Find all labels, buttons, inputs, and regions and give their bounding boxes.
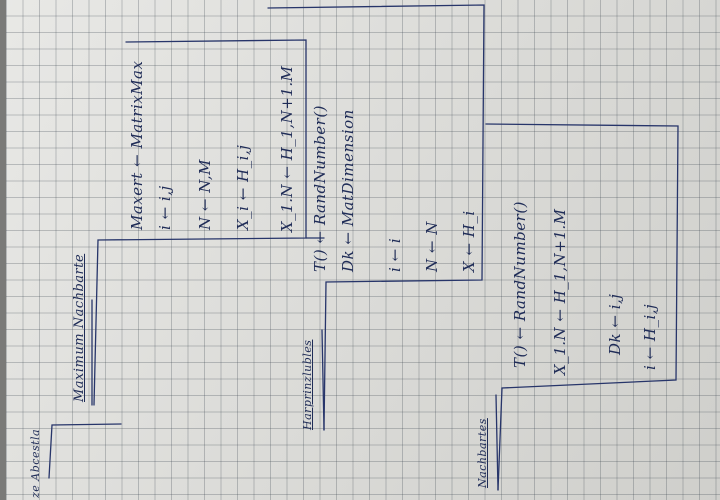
- column2-line-4: N ← N: [423, 221, 441, 272]
- title-underline-3: [496, 395, 498, 490]
- column1-line-3: N ← N,M: [196, 158, 214, 230]
- column3-line-3: Dk ← i,j: [606, 293, 624, 355]
- column3-title: Nachbartes: [476, 418, 489, 488]
- left-edge-label: ze Abcestla: [29, 428, 42, 498]
- column1-title: Maximum Nachbarte: [72, 253, 87, 402]
- graph-paper-sheet: [6, 0, 720, 500]
- drawn-ink-lines: [6, 0, 720, 500]
- column1-line-5: X_1.N ← H_1,N+1.M: [278, 65, 296, 232]
- column2-line-2: Dk ← MatDimension: [339, 109, 357, 272]
- column1-line-2: i ← i,j: [156, 185, 174, 230]
- column2-title: Harprinzlubles: [301, 339, 314, 430]
- column3-line-1: T() ← RandNumber(): [511, 200, 529, 368]
- title-underline-2: [322, 330, 324, 430]
- column1-line-4: X_i ← H_i,j: [234, 144, 252, 230]
- column2-line-1: T() ← RandNumber(): [311, 104, 329, 272]
- column3-line-4: i ← H_i,j: [641, 303, 659, 370]
- column3-line-2: X_1.N ← H_1,N+1.M: [551, 208, 569, 375]
- column2-line-5: X ← H_i: [460, 210, 478, 272]
- left-bracket-line: [49, 424, 121, 478]
- column2-line-3: i ← i: [386, 237, 404, 272]
- column1-line-1: Maxert ← MatrixMax: [128, 60, 146, 230]
